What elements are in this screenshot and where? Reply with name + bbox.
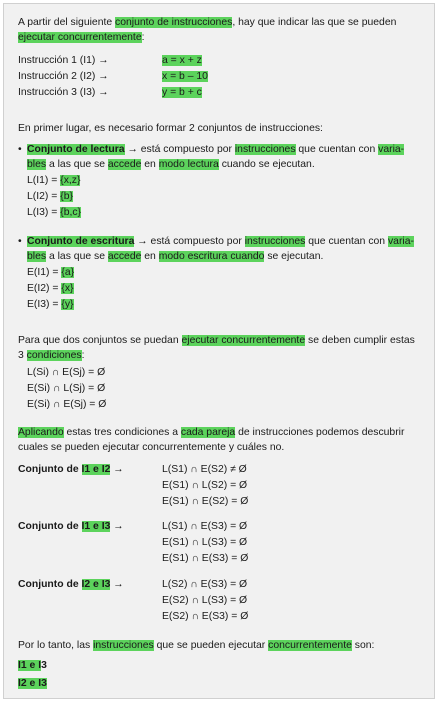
highlight-instrucciones: instrucciones <box>93 640 154 651</box>
first-step-text: En primer lugar, es necesario formar 2 conjuntos de instrucciones: <box>18 123 323 134</box>
escritura-bullet: • <box>18 236 22 247</box>
pair-label-text: Conjunto de <box>18 579 82 590</box>
pair-arrow: → <box>110 579 124 590</box>
apply-line-2: cuales se pueden ejecutar concurrentemente y cuáles no. <box>18 442 285 453</box>
escritura-text: se ejecutan. <box>264 251 324 262</box>
lectura-set-3 <box>27 206 81 219</box>
result-highlight: I1 e I <box>18 660 42 671</box>
set-label: L(I1) = <box>27 175 61 186</box>
pair-1-label <box>18 463 124 476</box>
instruction-2-expr <box>162 70 208 83</box>
instruction-2-label: Instrucción 2 (I2) → <box>18 71 109 82</box>
escritura-set-2 <box>27 282 74 295</box>
conditions-text: se deben cumplir estas <box>305 335 415 346</box>
highlight-condiciones: condiciones <box>26 350 82 361</box>
pair-2-line-1: L(S1) ∩ E(S3) = Ø <box>162 521 248 532</box>
lectura-line-1 <box>27 143 404 156</box>
highlight-ejecutar-concurrentemente: ejecutar concurrentemente <box>18 32 142 43</box>
highlight-conjunto-instrucciones: conjunto de instrucciones <box>115 17 233 28</box>
set-label: L(I3) = <box>27 207 61 218</box>
lectura-set-2 <box>27 190 73 203</box>
set-value: {b} <box>60 191 73 202</box>
apply-line-1 <box>18 426 404 439</box>
pair-1-line-3: E(S1) ∩ E(S2) = Ø <box>162 496 249 507</box>
lectura-text: en <box>141 159 159 170</box>
escritura-set-3 <box>27 298 74 311</box>
highlight-aplicando: Aplicando <box>18 427 64 438</box>
set-label: E(I2) = <box>27 283 62 294</box>
escritura-text: → está compuesto por <box>134 236 245 247</box>
escritura-text: a las que se <box>46 251 108 262</box>
set-value: {x} <box>61 283 74 294</box>
apply-text: de instrucciones podemos descubrir <box>235 427 405 438</box>
conditions-intro-line-1 <box>18 334 415 347</box>
highlight-variables: varia- <box>387 236 414 247</box>
condition-3: E(Si) ∩ E(Sj) = Ø <box>27 399 107 410</box>
highlight-instrucciones: instrucciones <box>234 144 296 155</box>
pair-1-line-1: L(S1) ∩ E(S2) ≠ Ø <box>162 464 247 475</box>
lectura-set-1 <box>27 174 80 187</box>
intro-text: : <box>141 32 145 43</box>
instruction-3-label: Instrucción 3 (I3) → <box>18 87 109 98</box>
set-value: {y} <box>61 299 74 310</box>
lectura-text: cuando se ejecutan. <box>218 159 315 170</box>
set-label: E(I1) = <box>27 267 62 278</box>
pair-3-line-1: L(S2) ∩ E(S3) = Ø <box>162 579 248 590</box>
escritura-line-1 <box>27 235 414 248</box>
pair-arrow: → <box>110 521 124 532</box>
conclusion-text: son: <box>351 640 375 651</box>
conclusion-text: que se pueden ejecutar <box>153 640 269 651</box>
pair-highlight: I1 e I3 <box>81 521 111 532</box>
pair-1-line-2: E(S1) ∩ L(S2) = Ø <box>162 480 248 491</box>
exercise-panel <box>3 3 435 699</box>
conditions-text: 3 <box>18 350 27 361</box>
pair-2-line-2: E(S1) ∩ L(S3) = Ø <box>162 537 248 548</box>
highlight-instrucciones: instrucciones <box>244 236 306 247</box>
condition-1: L(Si) ∩ E(Sj) = Ø <box>27 367 106 378</box>
pair-highlight: I1 e I2 <box>81 464 111 475</box>
escritura-title: Conjunto de escritura <box>27 236 135 247</box>
instruction-3-expr <box>162 86 202 99</box>
set-value: {x,z} <box>60 175 81 186</box>
lectura-bullet: • <box>18 144 22 155</box>
intro-text: A partir del siguiente <box>18 17 116 28</box>
lectura-title: Conjunto de lectura <box>27 144 125 155</box>
apply-text: estas tres condiciones a <box>63 427 181 438</box>
highlight-cada-pareja: cada pareja <box>180 427 236 438</box>
highlight-variables: bles <box>27 159 47 170</box>
intro-text: , hay que indicar las que se pueden <box>232 17 397 28</box>
lectura-text: → está compuesto por <box>124 144 235 155</box>
highlight-ejecutar-concurrentemente: ejecutar concurrentemente <box>181 335 306 346</box>
pair-label-text: Conjunto de <box>18 464 82 475</box>
pair-highlight: I2 e I3 <box>81 579 111 590</box>
pair-2-label <box>18 520 124 533</box>
set-label: L(I2) = <box>27 191 61 202</box>
set-value: {a} <box>61 267 75 278</box>
escritura-text: que cuentan con <box>305 236 388 247</box>
highlight-accede: accede <box>107 251 142 262</box>
instruction-1-label: Instrucción 1 (I1) → <box>18 55 109 66</box>
set-value: {b,c} <box>60 207 82 218</box>
result-2 <box>18 677 47 690</box>
result-highlight: I2 e I3 <box>18 678 47 689</box>
instruction-3-expr-text: y = b + c <box>162 87 202 98</box>
set-label: E(I3) = <box>27 299 62 310</box>
highlight-variables: varia- <box>378 144 405 155</box>
escritura-text: en <box>141 251 159 262</box>
pair-arrow: → <box>110 464 124 475</box>
highlight-modo-lectura: modo lectura <box>158 159 219 170</box>
pair-3-line-3: E(S2) ∩ E(S3) = Ø <box>162 611 249 622</box>
pair-3-line-2: E(S2) ∩ L(S3) = Ø <box>162 595 248 606</box>
conclusion-text: Por lo tanto, las <box>18 640 94 651</box>
instruction-2-expr-text: x = b – 10 <box>162 71 208 82</box>
highlight-modo-escritura: modo escritura cuando <box>158 251 265 262</box>
pair-3-label <box>18 578 124 591</box>
lectura-line-2 <box>27 158 315 171</box>
conditions-text: : <box>81 350 85 361</box>
conditions-intro-line-2 <box>18 349 84 362</box>
lectura-text: a las que se <box>46 159 108 170</box>
highlight-variables: bles <box>27 251 47 262</box>
lectura-text: que cuentan con <box>295 144 379 155</box>
pair-2-line-3: E(S1) ∩ E(S3) = Ø <box>162 553 249 564</box>
condition-2: E(Si) ∩ L(Sj) = Ø <box>27 383 106 394</box>
intro-line-1 <box>18 16 396 29</box>
conditions-text: Para que dos conjuntos se puedan <box>18 335 182 346</box>
instruction-1-expr-text: a = x + z <box>162 55 202 66</box>
pair-label-text: Conjunto de <box>18 521 82 532</box>
result-1 <box>18 659 47 672</box>
highlight-accede: accede <box>107 159 142 170</box>
intro-line-2 <box>18 31 145 44</box>
conclusion-line <box>18 639 374 652</box>
highlight-concurrentemente: concurrentemente <box>268 640 352 651</box>
result-text: 3 <box>41 660 47 671</box>
escritura-line-2 <box>27 250 323 263</box>
escritura-set-1 <box>27 266 74 279</box>
instruction-1-expr <box>162 54 202 67</box>
